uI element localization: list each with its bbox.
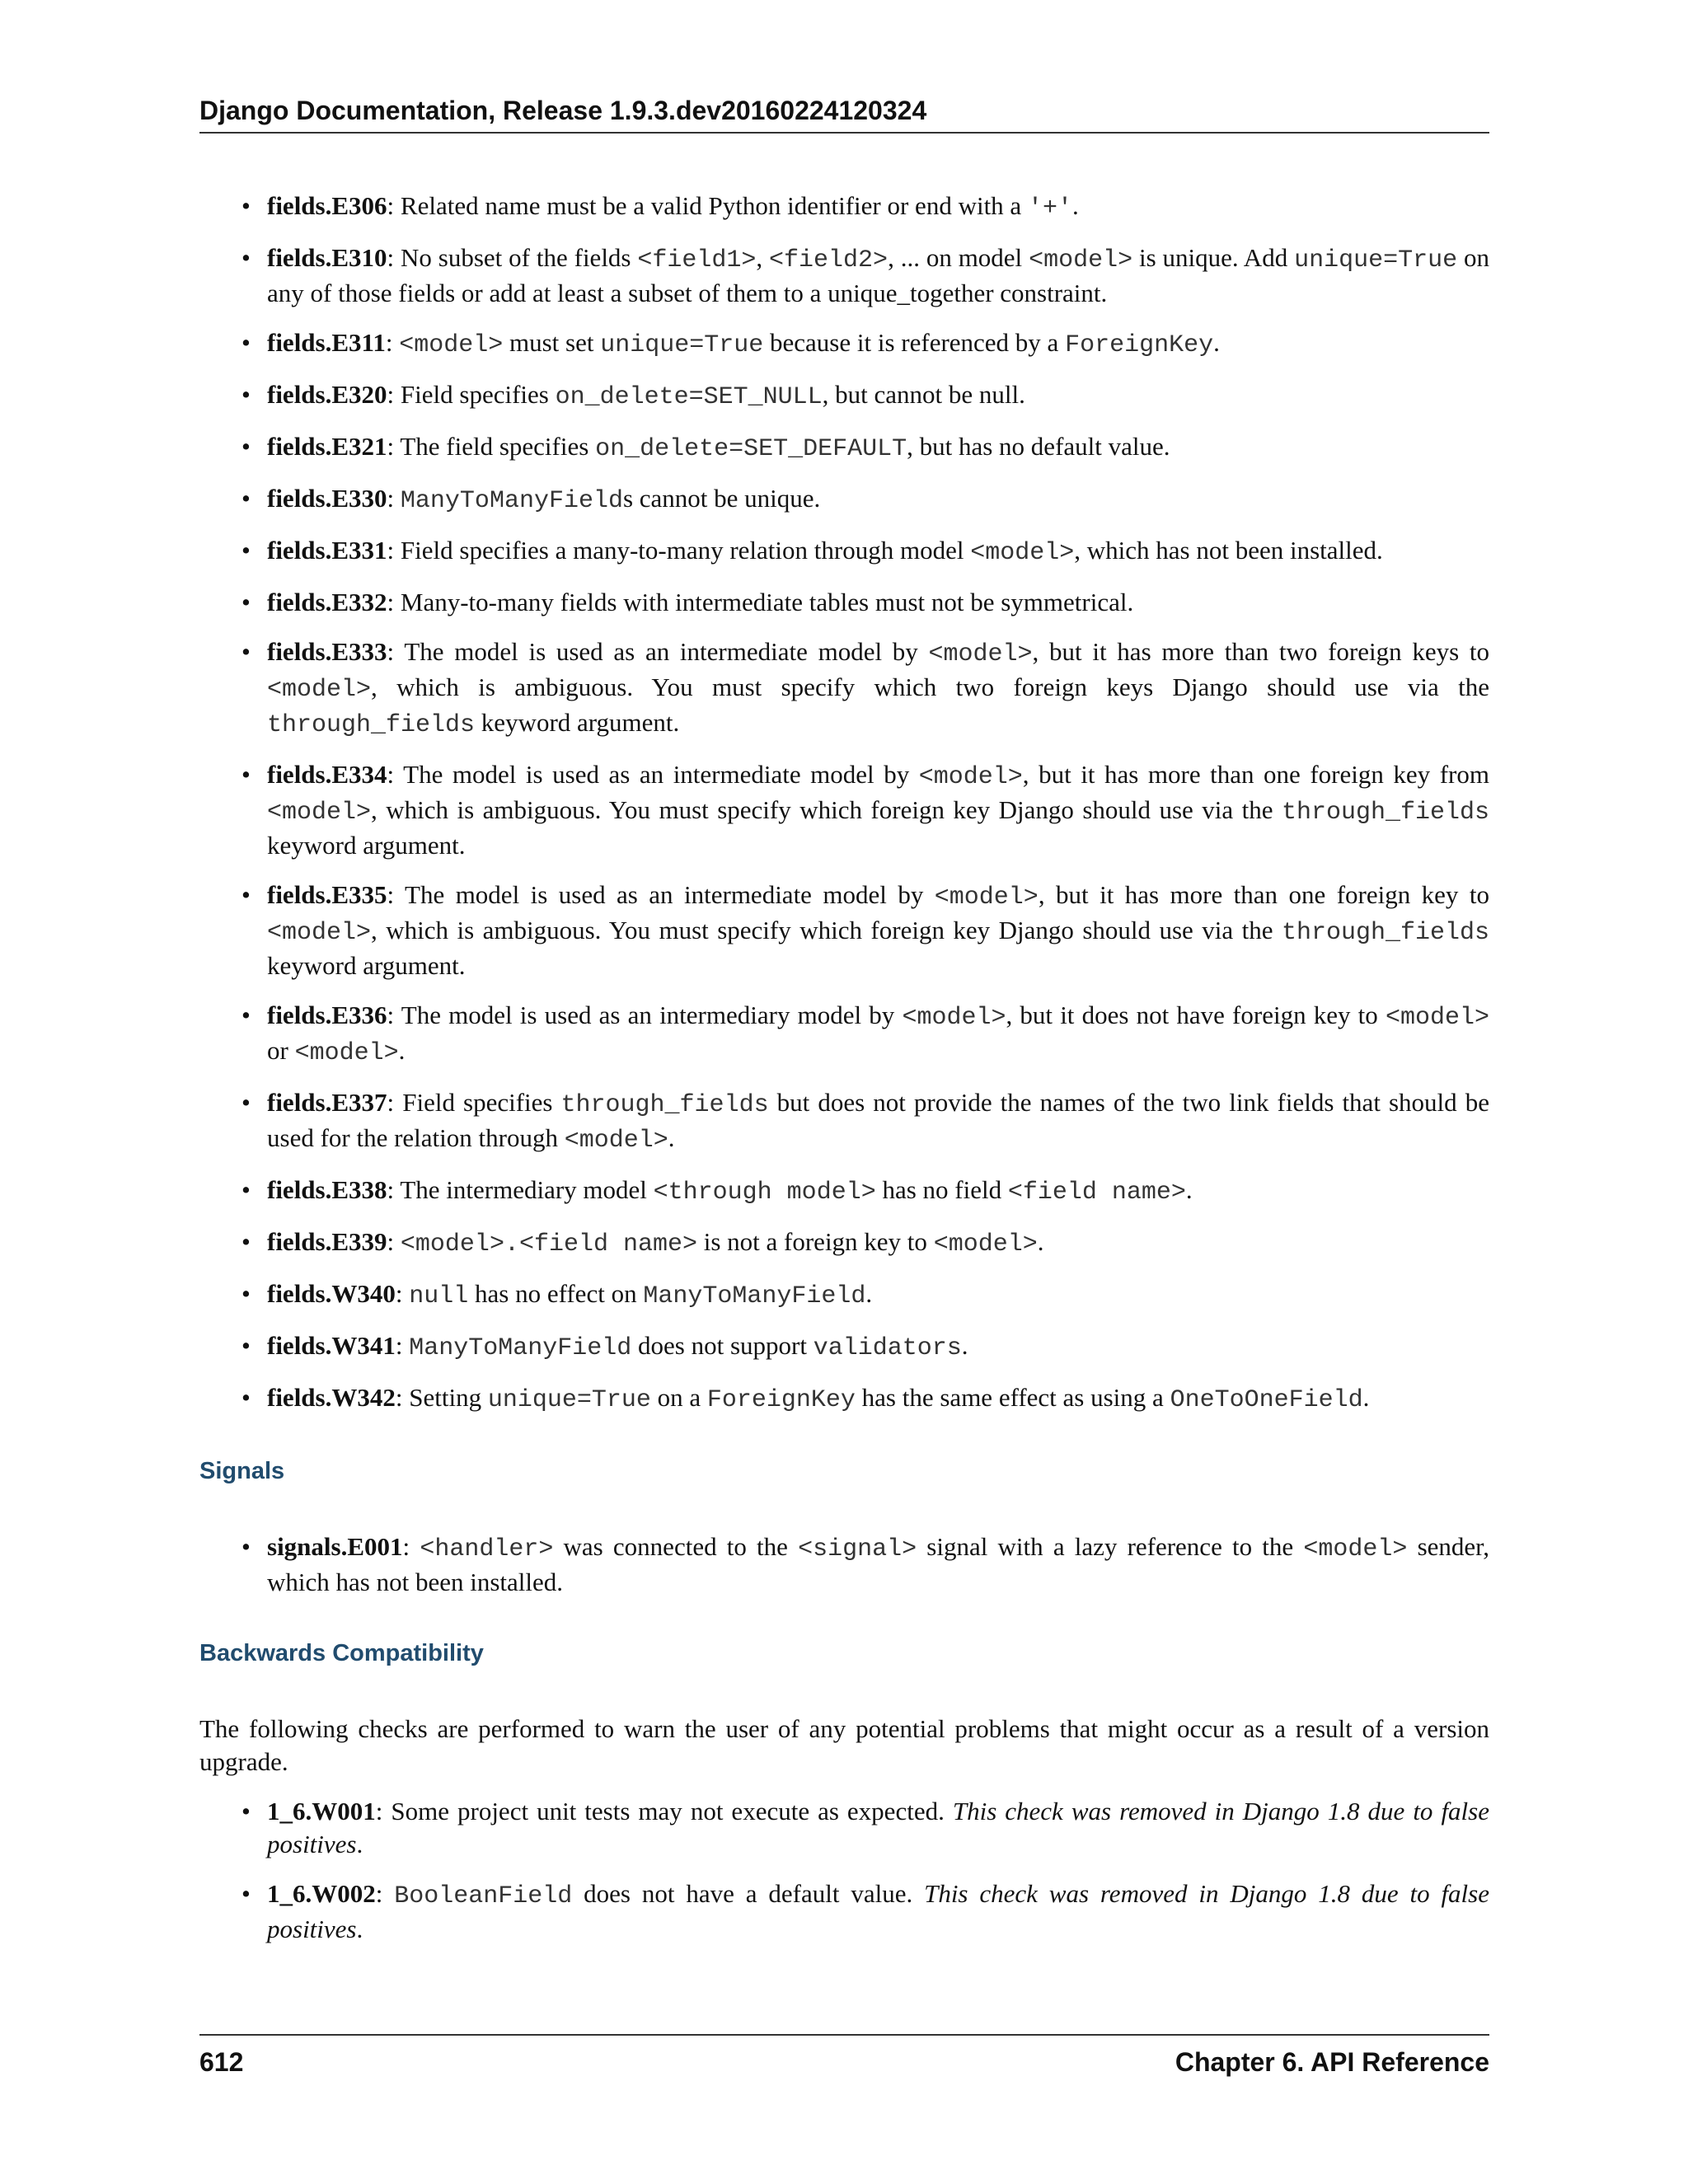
- check-text: keyword argument.: [475, 708, 680, 737]
- inline-code: <model>: [1303, 1535, 1408, 1563]
- check-text: :: [395, 1331, 410, 1360]
- check-text: keyword argument.: [267, 951, 466, 980]
- inline-code: through_fields: [560, 1091, 769, 1119]
- check-text: .: [398, 1036, 406, 1065]
- check-text: :: [375, 1879, 395, 1908]
- check-text: :: [387, 484, 401, 513]
- inline-code: unique=True: [1294, 246, 1458, 274]
- check-id: fields.E338: [267, 1175, 387, 1204]
- check-text: does not support: [631, 1331, 814, 1360]
- inline-code: <model>: [1029, 246, 1133, 274]
- check-text: , which is ambiguous. You must specify which foreign key Django should use via the: [371, 795, 1282, 824]
- check-text: : Field specifies: [387, 1088, 561, 1117]
- check-id: fields.E333: [267, 637, 387, 666]
- check-text: :: [395, 1279, 410, 1308]
- check-id: 1_6.W002: [267, 1879, 376, 1908]
- check-text: has the same effect as using a: [855, 1383, 1170, 1412]
- check-id: fields.W342: [267, 1383, 396, 1412]
- check-item: [199, 879, 1489, 982]
- check-text: : The field specifies: [387, 432, 596, 461]
- section-heading-backwards-compatibility: Backwards Compatibility: [199, 1640, 484, 1666]
- check-item: [199, 1277, 1489, 1313]
- check-text: , ... on model: [888, 243, 1029, 272]
- inline-code: <model>: [933, 1230, 1038, 1258]
- check-text: : The model is used as an intermediate model by: [387, 760, 919, 789]
- check-id: fields.E306: [267, 191, 387, 220]
- check-item: [199, 241, 1489, 310]
- check-text: .: [1362, 1383, 1370, 1412]
- check-id: fields.E339: [267, 1227, 387, 1256]
- check-text: , but it has more than one foreign key from: [1022, 760, 1489, 789]
- check-text: or: [267, 1036, 295, 1065]
- backcompat-intro: The following checks are performed to warn the user of any potential problems that might occur as a result of a version upgrade.: [199, 1714, 1489, 1776]
- inline-code: ManyToManyField: [400, 487, 623, 515]
- check-text: is unique. Add: [1132, 243, 1295, 272]
- check-item: [199, 534, 1489, 569]
- check-id: fields.E335: [267, 880, 387, 909]
- check-text: .: [668, 1123, 675, 1152]
- check-item: [199, 1329, 1489, 1365]
- check-id: fields.W341: [267, 1331, 396, 1360]
- inline-code: <model>: [294, 1039, 399, 1067]
- inline-code: validators: [813, 1334, 962, 1362]
- chapter-title: Chapter 6. API Reference: [1175, 2047, 1489, 2077]
- check-id: fields.E330: [267, 484, 387, 513]
- inline-code: <model>: [399, 331, 504, 359]
- inline-code: <field name>: [1007, 1179, 1186, 1207]
- check-item: [199, 1226, 1489, 1261]
- inline-code: unique=True: [600, 331, 764, 359]
- check-text: , but it does not have foreign key to: [1006, 1001, 1386, 1029]
- check-text: .: [1185, 1175, 1193, 1204]
- check-text: on a: [650, 1383, 707, 1412]
- check-item: [199, 1381, 1489, 1417]
- check-text: : No subset of the fields: [387, 243, 638, 272]
- check-text: sender, which has not been installed.: [267, 1532, 1489, 1596]
- inline-code: BooleanField: [394, 1882, 573, 1910]
- check-id: fields.E320: [267, 380, 387, 409]
- fields-check-list: [199, 190, 1489, 1417]
- backcompat-check-list: [199, 1795, 1489, 1946]
- check-item: [199, 326, 1489, 362]
- check-id: fields.W340: [267, 1279, 396, 1308]
- check-text: but does not provide the names of the two link fields that should be used for the relation through: [267, 1088, 1489, 1152]
- inline-code: <model>: [267, 799, 372, 827]
- check-text: because it is referenced by a: [763, 328, 1066, 357]
- check-item: [199, 482, 1489, 518]
- inline-code: <model>: [970, 539, 1075, 567]
- inline-code: on_delete=SET_DEFAULT: [595, 435, 907, 463]
- check-id: signals.E001: [267, 1532, 403, 1561]
- check-text: : Setting: [395, 1383, 488, 1412]
- inline-code: <model>: [564, 1127, 668, 1155]
- inline-code: <signal>: [798, 1535, 917, 1563]
- check-text: : The model is used as an intermediate model by: [387, 880, 935, 909]
- inline-code: ManyToManyField: [409, 1334, 632, 1362]
- check-text: : Some project unit tests may not execute as expected.: [375, 1797, 953, 1825]
- check-item: [199, 1795, 1489, 1861]
- inline-code: <model>: [918, 763, 1023, 791]
- check-item: [199, 1530, 1489, 1599]
- check-id: fields.E321: [267, 432, 387, 461]
- check-text: was connected to the: [553, 1532, 799, 1561]
- check-text: , which is ambiguous. You must specify which two foreign keys Django should use via the: [371, 673, 1489, 701]
- check-text: : The model is used as an intermediate model by: [387, 637, 929, 666]
- check-text: :: [385, 328, 400, 357]
- check-text: .: [1037, 1227, 1044, 1256]
- inline-code: <model>: [1385, 1004, 1489, 1032]
- check-text: .: [356, 1830, 363, 1858]
- inline-code: through_fields: [267, 711, 476, 739]
- check-text: , but has no default value.: [907, 432, 1170, 461]
- check-text: : The intermediary model: [387, 1175, 654, 1204]
- check-id: fields.E311: [267, 328, 386, 357]
- inline-code: <model>: [267, 919, 372, 947]
- check-id: fields.E332: [267, 588, 387, 616]
- check-id: fields.E334: [267, 760, 387, 789]
- check-text: , which has not been installed.: [1074, 536, 1383, 565]
- inline-code: OneToOneField: [1170, 1386, 1363, 1414]
- check-text: :: [387, 1227, 401, 1256]
- check-text: , but it has more than one foreign key to: [1038, 880, 1489, 909]
- check-text: must set: [503, 328, 601, 357]
- check-text: is not a foreign key to: [696, 1227, 934, 1256]
- check-text: s cannot be unique.: [622, 484, 821, 513]
- check-item: [199, 378, 1489, 414]
- inline-code: ForeignKey: [1065, 331, 1214, 359]
- check-item: [199, 999, 1489, 1070]
- inline-code: through_fields: [1281, 799, 1489, 827]
- page-footer: [199, 2034, 1489, 2080]
- check-text: has no effect on: [468, 1279, 644, 1308]
- page-header: Django Documentation, Release 1.9.3.dev20160224120324: [199, 91, 1489, 134]
- check-text: : Related name must be a valid Python identifier or end with a: [387, 191, 1028, 220]
- inline-code: <model>: [934, 883, 1039, 912]
- italic-note: This check was removed in Django 1.8 due to false positives: [267, 1879, 1489, 1943]
- inline-code: through_fields: [1281, 919, 1489, 947]
- inline-code: <through model>: [653, 1179, 876, 1207]
- check-item: [199, 758, 1489, 862]
- inline-code: '+': [1027, 194, 1072, 223]
- inline-code: ForeignKey: [706, 1386, 856, 1414]
- check-text: , but cannot be null.: [822, 380, 1025, 409]
- check-text: : Many-to-many fields with intermediate tables must not be symmetrical.: [387, 588, 1134, 616]
- check-text: : Field specifies: [387, 380, 556, 409]
- page-content: [199, 190, 1489, 1962]
- inline-code: <model>: [928, 640, 1033, 668]
- check-text: does not have a default value.: [572, 1879, 925, 1908]
- check-id: fields.E331: [267, 536, 387, 565]
- check-text: .: [865, 1279, 873, 1308]
- check-id: fields.E310: [267, 243, 387, 272]
- inline-code: on_delete=SET_NULL: [555, 383, 823, 411]
- inline-code: <model>.<field name>: [400, 1230, 697, 1258]
- check-item: [199, 586, 1489, 619]
- check-id: fields.E336: [267, 1001, 387, 1029]
- page-number: 612: [199, 2047, 244, 2077]
- inline-code: <field2>: [769, 246, 889, 274]
- inline-code: <model>: [902, 1004, 1006, 1032]
- check-text: signal with a lazy reference to the: [917, 1532, 1304, 1561]
- check-item: [199, 1174, 1489, 1209]
- inline-code: unique=True: [487, 1386, 651, 1414]
- check-text: : Field specifies a many-to-many relation through model: [387, 536, 971, 565]
- check-text: :: [402, 1532, 420, 1561]
- italic-note: This check was removed in Django 1.8 due to false positives: [267, 1797, 1489, 1858]
- check-item: [199, 190, 1489, 225]
- check-text: has no field: [875, 1175, 1008, 1204]
- check-text: .: [356, 1915, 363, 1943]
- check-item: [199, 430, 1489, 466]
- check-text: .: [961, 1331, 968, 1360]
- check-id: 1_6.W001: [267, 1797, 376, 1825]
- check-text: : The model is used as an intermediary model by: [387, 1001, 903, 1029]
- check-id: fields.E337: [267, 1088, 387, 1117]
- check-item: [199, 1086, 1489, 1157]
- inline-code: null: [409, 1282, 469, 1310]
- section-heading-signals: Signals: [199, 1458, 285, 1484]
- check-text: ,: [756, 243, 770, 272]
- check-text: , but it has more than two foreign keys to: [1032, 637, 1489, 666]
- signals-check-list: [199, 1530, 1489, 1599]
- inline-code: ManyToManyField: [643, 1282, 866, 1310]
- check-text: keyword argument.: [267, 831, 466, 860]
- check-text: .: [1213, 328, 1220, 357]
- check-text: .: [1071, 191, 1079, 220]
- inline-code: <model>: [267, 676, 372, 704]
- check-text: , which is ambiguous. You must specify which foreign key Django should use via the: [371, 916, 1282, 944]
- inline-code: <field1>: [637, 246, 757, 274]
- check-item: [199, 1877, 1489, 1946]
- inline-code: <handler>: [420, 1535, 554, 1563]
- check-text: on any of those fields or add at least a subset of them to a unique_together constraint.: [267, 243, 1489, 307]
- check-item: [199, 635, 1489, 742]
